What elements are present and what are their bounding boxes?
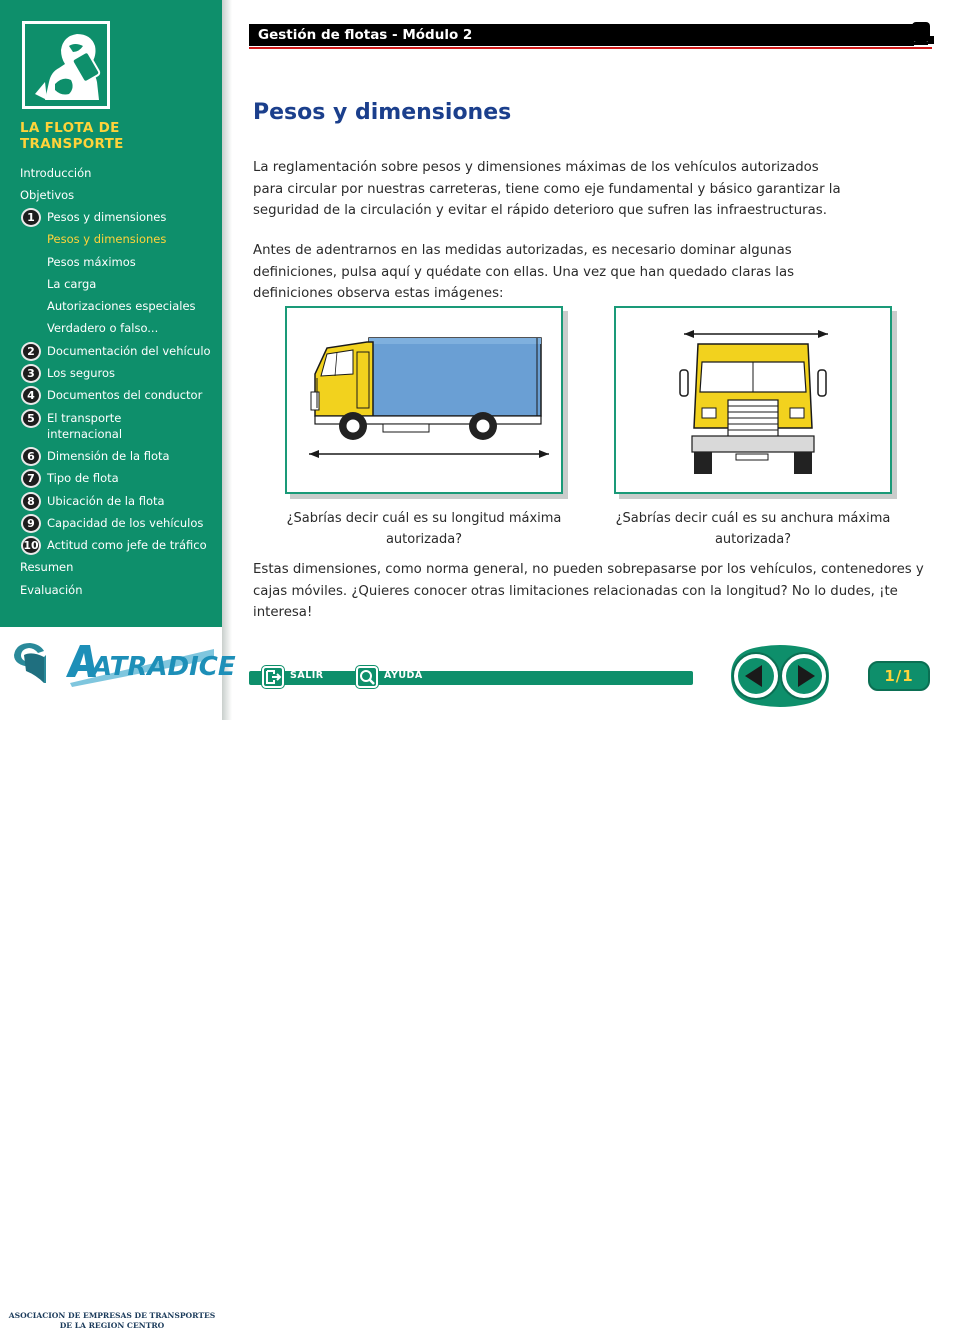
length-question-caption: ¿Sabrías decir cuál es su longitud máxima autorizada? (286, 511, 562, 547)
truck-front-view-illustration (616, 308, 890, 492)
truck-side-view-illustration (287, 308, 561, 492)
truck-length-image[interactable] (285, 306, 563, 494)
definitions-paragraph[interactable]: Antes de adentrarnos en las medidas autorizadas, es necesario dominar algunas definiciones, pulsa aquí y quédate con ellas. Una vez que han quedado claras las definiciones observa estas imágenes: (253, 243, 795, 301)
section-badge: 6 (21, 447, 41, 466)
help-icon (356, 666, 378, 688)
sidebar-item-section-5[interactable]: 5 El transporte internacional (0, 410, 222, 442)
atradice-wordmark: ATRADICE (92, 652, 236, 682)
atradice-caption: ASOCIACION DE EMPRESAS DE TRANSPORTES DE LA REGION CENTRO (8, 1311, 216, 1330)
help-button[interactable]: AYUDA (356, 666, 432, 688)
atradice-branding (0, 627, 236, 1330)
course-logo (22, 21, 110, 109)
module-title: Gestión de flotas - Módulo 2 (258, 27, 473, 43)
exit-icon (262, 666, 284, 688)
page-navigation-controls (729, 645, 831, 707)
page-counter: 1/1 (868, 661, 930, 691)
intro-paragraph: La reglamentación sobre pesos y dimensiones máximas de los vehículos autorizados para circular por nuestras carreteras, tiene como eje fundamental y básico garantizar la seguridad de la circulación y evitar el rápido deterioro que sufren las infraestructuras. (253, 160, 841, 218)
page-title: Pesos y dimensiones (253, 100, 512, 125)
section-badge: 9 (21, 514, 41, 533)
limitations-paragraph[interactable]: Estas dimensiones, como norma general, no pueden sobrepasarse por los vehículos, contenedores y cajas móviles. ¿Quieres conocer otras limitaciones relacionadas con la longitud? No lo dudes, ¡te interesa! (253, 562, 924, 620)
section-badge: 7 (21, 469, 41, 488)
section-badge: 5 (21, 409, 41, 428)
exit-button[interactable]: SALIR (262, 666, 332, 688)
section-badge: 3 (21, 364, 41, 383)
section-badge: 1 (21, 208, 41, 227)
previous-page-button[interactable] (733, 653, 779, 699)
section-badge: 4 (21, 386, 41, 405)
header-red-line (249, 47, 932, 49)
sidebar-shadow (222, 0, 232, 720)
sidebar: LA FLOTA DE TRANSPORTE Introducción Objetivos 1 Pesos y dimensiones Pesos y dimensiones Pesos máximos La carga Autorizaciones especiales Verdadero o falso... 2 Documentación del vehículo 3 Los seguros 4 Documentos del conductor 5 El transporte internacional 6 Dimensión de la flota 7 Tipo de flota 8 Ubicación de la flota 9 Capacidad de los vehículos 10 Actitud como jefe de tráfico Resumen Evaluación (0, 0, 222, 627)
course-title: LA FLOTA DE TRANSPORTE (20, 120, 124, 152)
truck-width-image[interactable] (614, 306, 892, 494)
person-phone-icon (25, 24, 107, 106)
width-question-caption: ¿Sabrías decir cuál es su anchura máxima autorizada? (615, 511, 891, 547)
section-badge: 2 (21, 342, 41, 361)
section-badge: 8 (21, 492, 41, 511)
atradice-logo (0, 635, 236, 695)
next-page-button[interactable] (781, 653, 827, 699)
section-badge: 10 (21, 536, 41, 555)
truck-front-icon (906, 22, 934, 48)
